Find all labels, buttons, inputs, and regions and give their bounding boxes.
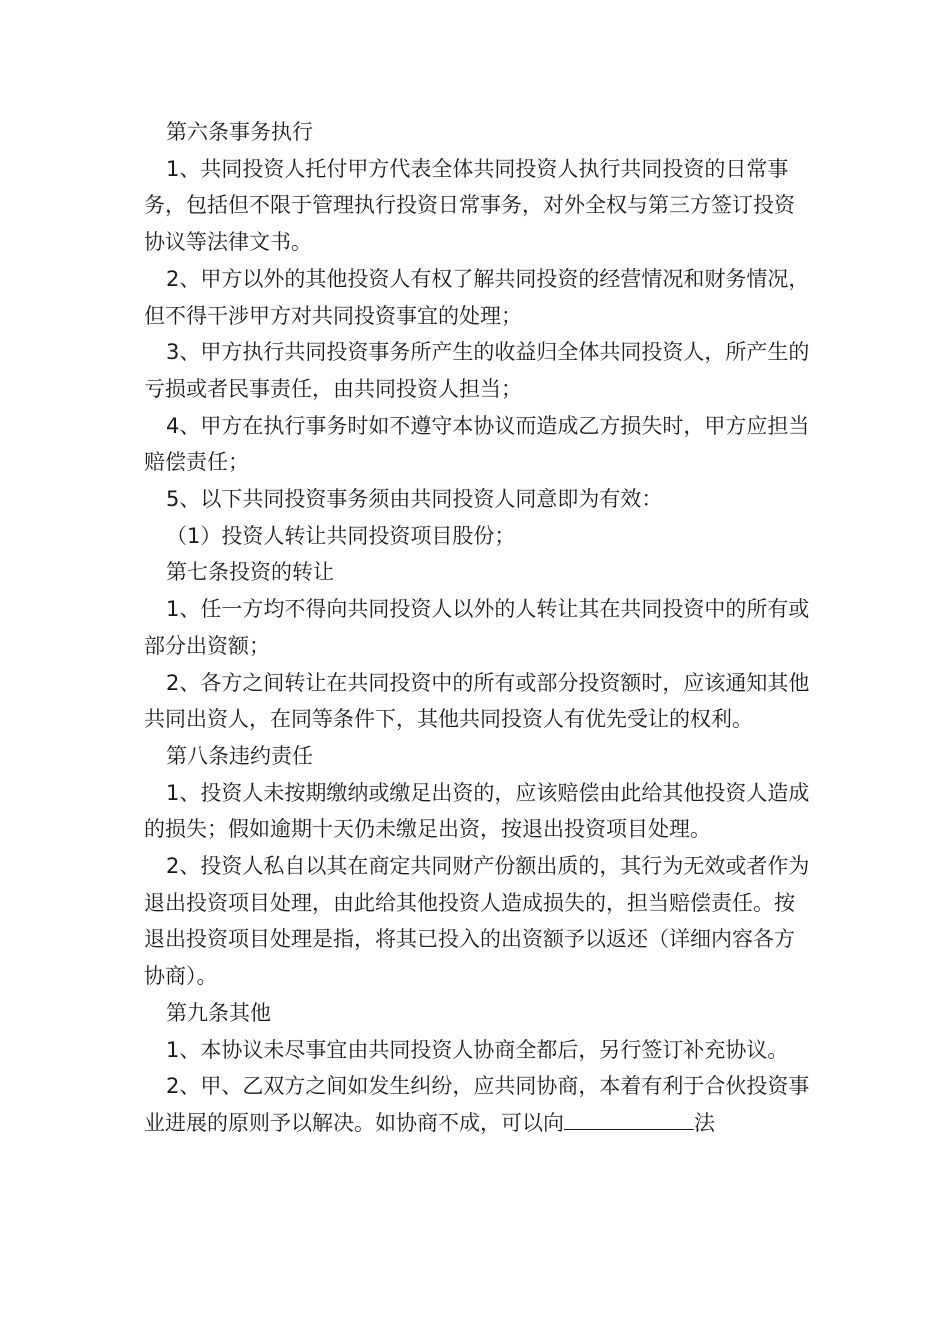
paragraph-text: 2、甲、乙双方之间如发生纠纷，应共同协商，本着有利于合伙投资事业进展的原则予以解决。如协商不成，可以向 [144, 1074, 810, 1135]
paragraph: 2、投资人私自以其在商定共同财产份额出质的，其行为无效或者作为退出投资项目处理，由此给其他投资人造成损失的，担当赔偿责任。按退出投资项目处理是指，将其已投入的出资额予以返还（详细内容各方协商）。 [144, 854, 810, 989]
paragraph: 2、甲方以外的其他投资人有权了解共同投资的经营情况和财务情况，但不得干涉甲方对共同投资事宜的处理； [144, 266, 810, 328]
fill-in-blank [564, 1107, 694, 1130]
paragraph-with-blank [144, 1068, 814, 1141]
paragraph: （1）投资人转让共同投资项目股份； [166, 523, 516, 548]
section-heading-8: 第八条违约责任 [166, 743, 313, 768]
section-heading-9: 第九条其他 [166, 1000, 271, 1025]
paragraph: 4、甲方在执行事务时如不遵守本协议而造成乙方损失时，甲方应担当赔偿责任； [144, 413, 810, 475]
paragraph: 1、投资人未按期缴纳或缴足出资的，应该赔偿由此给其他投资人造成的损失；假如逾期十天仍未缴足出资，按退出投资项目处理。 [144, 780, 810, 842]
paragraph: 1、共同投资人托付甲方代表全体共同投资人执行共同投资的日常事务，包括但不限于管理执行投资日常事务，对外全权与第三方签订投资协议等法律文书。 [144, 156, 795, 255]
paragraph: 3、甲方执行共同投资事务所产生的收益归全体共同投资人，所产生的亏损或者民事责任，由共同投资人担当； [144, 340, 810, 401]
document-page [144, 114, 814, 1142]
paragraph-text-continued: 法 [694, 1110, 715, 1135]
paragraph: 1、任一方均不得向共同投资人以外的人转让其在共同投资中的所有或部分出资额； [144, 597, 810, 658]
paragraph: 1、本协议未尽事宜由共同投资人协商全都后，另行签订补充协议。 [166, 1037, 789, 1062]
section-heading-6: 第六条事务执行 [166, 120, 313, 144]
paragraph: 2、各方之间转让在共同投资中的所有或部分投资额时，应该通知其他共同出资人，在同等条件下，其他共同投资人有优先受让的权利。 [144, 670, 810, 732]
paragraph: 5、以下共同投资事务须由共同投资人同意即为有效： [166, 487, 663, 512]
section-heading-7: 第七条投资的转让 [166, 560, 334, 585]
